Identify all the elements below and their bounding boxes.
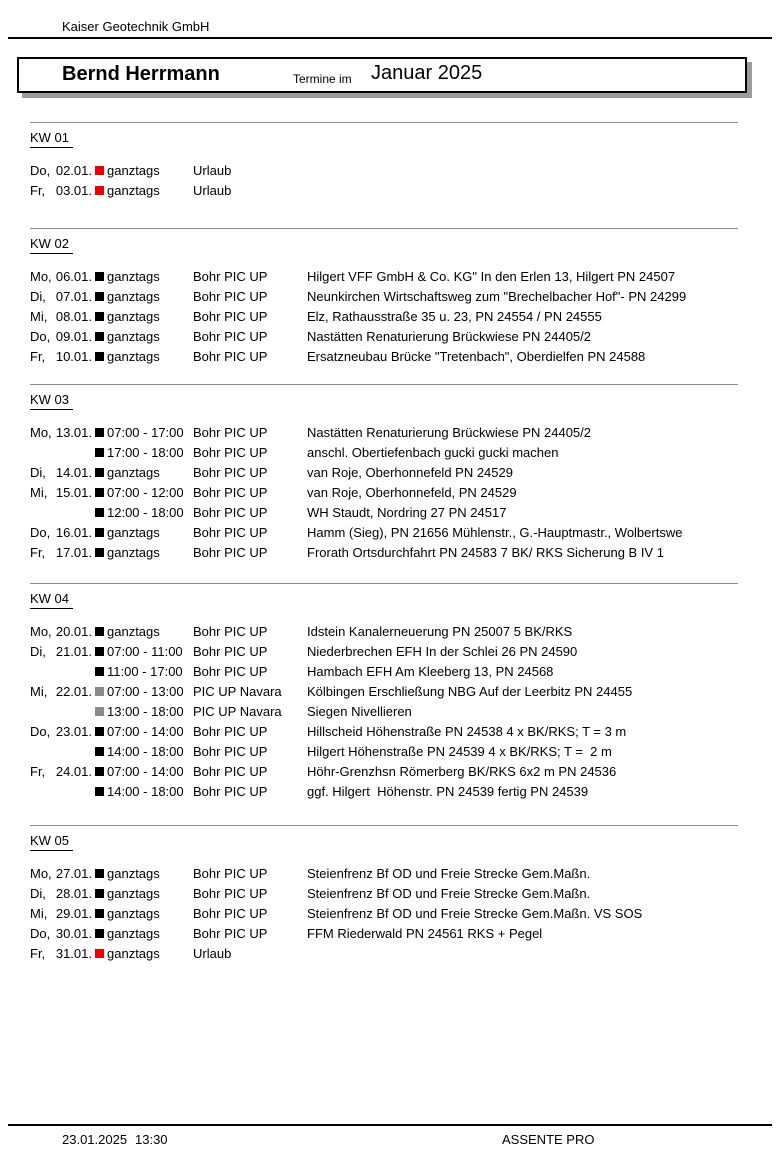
time-range: ganztags (107, 348, 160, 364)
week-label: KW 05 (30, 833, 73, 851)
appointment-row (0, 641, 780, 661)
day-date: 17.01. (55, 544, 92, 560)
activity-type: Bohr PIC UP (193, 643, 268, 659)
time-range: ganztags (107, 464, 160, 480)
footer-rule (8, 1124, 772, 1126)
appointment-description: Hamm (Sieg), PN 21656 Mühlenstr., G.-Hauptmastr., Wolbertswe (307, 524, 683, 540)
week-rows (0, 621, 780, 801)
appointment-row (0, 326, 780, 346)
appointment-row (0, 442, 780, 462)
appointment-row (0, 502, 780, 522)
activity-type: PIC UP Navara (193, 683, 282, 699)
day-date: 16.01. (55, 524, 92, 540)
time-range: 14:00 - 18:00 (107, 783, 184, 799)
time-range: ganztags (107, 623, 160, 639)
activity-type: Bohr PIC UP (193, 464, 268, 480)
appointment-row (0, 462, 780, 482)
category-square-icon (95, 332, 104, 341)
category-square-icon (95, 312, 104, 321)
day-date: 13.01. (55, 424, 92, 440)
category-square-icon (95, 468, 104, 477)
time-range: ganztags (107, 328, 160, 344)
category-square-icon (95, 949, 104, 958)
day-abbrev: Fr, (30, 763, 46, 779)
day-date: 30.01. (55, 925, 92, 941)
time-range: ganztags (107, 182, 160, 198)
category-square-icon (95, 727, 104, 736)
day-date: 14.01. (55, 464, 92, 480)
time-range: 11:00 - 17:00 (107, 663, 183, 679)
activity-type: Bohr PIC UP (193, 328, 268, 344)
time-range: ganztags (107, 905, 160, 921)
appointment-row (0, 781, 780, 801)
week-rows (0, 863, 780, 963)
category-square-icon (95, 747, 104, 756)
category-square-icon (95, 889, 104, 898)
time-range: ganztags (107, 865, 160, 881)
appointment-description: Steienfrenz Bf OD und Freie Strecke Gem.Maßn. (307, 885, 591, 901)
category-square-icon (95, 647, 104, 656)
day-date: 21.01. (55, 643, 92, 659)
appointment-row (0, 701, 780, 721)
day-abbrev: Fr, (30, 182, 46, 198)
appointment-description: Nastätten Renaturierung Brückwiese PN 24405/2 (307, 328, 591, 344)
category-square-icon (95, 909, 104, 918)
day-abbrev: Fr, (30, 945, 46, 961)
activity-type: Bohr PIC UP (193, 504, 268, 520)
time-range: 07:00 - 14:00 (107, 723, 184, 739)
activity-type: Bohr PIC UP (193, 348, 268, 364)
category-square-icon (95, 787, 104, 796)
appointment-row (0, 661, 780, 681)
day-date: 28.01. (55, 885, 92, 901)
time-range: ganztags (107, 945, 160, 961)
activity-type: Bohr PIC UP (193, 544, 268, 560)
day-date: 07.01. (55, 288, 92, 304)
time-range: 17:00 - 18:00 (107, 444, 184, 460)
activity-type: Bohr PIC UP (193, 783, 268, 799)
section-divider (30, 825, 738, 826)
activity-type: Bohr PIC UP (193, 743, 268, 759)
day-date: 20.01. (55, 623, 92, 639)
appointment-description: WH Staudt, Nordring 27 PN 24517 (307, 504, 507, 520)
activity-type: Bohr PIC UP (193, 763, 268, 779)
day-abbrev: Di, (30, 464, 46, 480)
appointment-description: Hilgert VFF GmbH & Co. KG" In den Erlen 13, Hilgert PN 24507 (307, 268, 676, 284)
time-range: 07:00 - 17:00 (107, 424, 184, 440)
appointment-description: Nastätten Renaturierung Brückwiese PN 24405/2 (307, 424, 591, 440)
activity-type: Bohr PIC UP (193, 288, 268, 304)
appointment-row (0, 923, 780, 943)
category-square-icon (95, 707, 104, 716)
category-square-icon (95, 272, 104, 281)
day-abbrev: Fr, (30, 348, 46, 364)
section-divider (30, 228, 738, 229)
appointment-description: Hilgert Höhenstraße PN 24539 4 x BK/RKS; T = 2 m (307, 743, 612, 759)
time-range: ganztags (107, 524, 160, 540)
day-date: 29.01. (55, 905, 92, 921)
day-abbrev: Mo, (30, 865, 52, 881)
category-square-icon (95, 667, 104, 676)
activity-type: Bohr PIC UP (193, 925, 268, 941)
appointment-description: Idstein Kanalerneuerung PN 25007 5 BK/RKS (307, 623, 573, 639)
time-range: 07:00 - 13:00 (107, 683, 184, 699)
activity-type: Bohr PIC UP (193, 484, 268, 500)
print-time: 13:30 (135, 1132, 168, 1147)
section-divider (30, 384, 738, 385)
appointment-description: Höhr-Grenzhsn Römerberg BK/RKS 6x2 m PN 24536 (307, 763, 617, 779)
activity-type: Bohr PIC UP (193, 424, 268, 440)
time-range: ganztags (107, 885, 160, 901)
appointment-description: Siegen Nivellieren (307, 703, 412, 719)
week-rows (0, 266, 780, 366)
appointment-description: Niederbrechen EFH In der Schlei 26 PN 24590 (307, 643, 578, 659)
activity-type: Urlaub (193, 162, 232, 178)
activity-type: Urlaub (193, 945, 232, 961)
appointment-description: Elz, Rathausstraße 35 u. 23, PN 24554 / PN 24555 (307, 308, 602, 324)
category-square-icon (95, 292, 104, 301)
appointment-description: Frorath Ortsdurchfahrt PN 24583 7 BK/ RKS Sicherung B IV 1 (307, 544, 664, 560)
category-square-icon (95, 627, 104, 636)
time-range: ganztags (107, 544, 160, 560)
time-range: 13:00 - 18:00 (107, 703, 184, 719)
category-square-icon (95, 352, 104, 361)
appointment-row (0, 522, 780, 542)
title-box (17, 57, 747, 93)
day-abbrev: Mo, (30, 268, 52, 284)
appointment-description: Steienfrenz Bf OD und Freie Strecke Gem.Maßn. VS SOS (307, 905, 643, 921)
week-label: KW 03 (30, 392, 73, 410)
day-abbrev: Mi, (30, 484, 48, 500)
day-abbrev: Do, (30, 524, 51, 540)
appointment-row (0, 180, 780, 200)
appointment-row (0, 346, 780, 366)
appointment-row (0, 266, 780, 286)
appointment-description: Steienfrenz Bf OD und Freie Strecke Gem.Maßn. (307, 865, 591, 881)
category-square-icon (95, 528, 104, 537)
appointment-description: Ersatzneubau Brücke "Tretenbach", Oberdielfen PN 24588 (307, 348, 646, 364)
day-date: 09.01. (55, 328, 92, 344)
activity-type: Bohr PIC UP (193, 663, 268, 679)
day-abbrev: Mi, (30, 308, 48, 324)
day-abbrev: Do, (30, 328, 51, 344)
appointment-row (0, 160, 780, 180)
appointment-description: FFM Riederwald PN 24561 RKS + Pegel (307, 925, 543, 941)
category-square-icon (95, 687, 104, 696)
appointment-description: Hambach EFH Am Kleeberg 13, PN 24568 (307, 663, 554, 679)
day-date: 03.01. (55, 182, 92, 198)
appointment-description: Neunkirchen Wirtschaftsweg zum "Brechelbacher Hof"- PN 24299 (307, 288, 687, 304)
activity-type: Bohr PIC UP (193, 723, 268, 739)
category-square-icon (95, 448, 104, 457)
day-abbrev: Mo, (30, 623, 52, 639)
day-abbrev: Mi, (30, 905, 48, 921)
day-date: 24.01. (55, 763, 92, 779)
day-date: 10.01. (55, 348, 92, 364)
category-square-icon (95, 488, 104, 497)
appointment-row (0, 903, 780, 923)
day-abbrev: Di, (30, 643, 46, 659)
day-date: 02.01. (55, 162, 92, 178)
category-square-icon (95, 548, 104, 557)
print-date: 23.01.2025 (62, 1132, 128, 1147)
title-prefix: Termine im (293, 72, 352, 86)
activity-type: Bohr PIC UP (193, 865, 268, 881)
category-square-icon (95, 869, 104, 878)
category-square-icon (95, 428, 104, 437)
day-abbrev: Do, (30, 723, 51, 739)
week-label: KW 04 (30, 591, 73, 609)
app-name: ASSENTE PRO (502, 1132, 595, 1147)
appointment-description: Hillscheid Höhenstraße PN 24538 4 x BK/RKS; T = 3 m (307, 723, 627, 739)
day-abbrev: Mo, (30, 424, 52, 440)
day-abbrev: Do, (30, 162, 51, 178)
week-rows (0, 160, 780, 200)
category-square-icon (95, 508, 104, 517)
section-divider (30, 122, 738, 123)
time-range: 07:00 - 12:00 (107, 484, 184, 500)
company-name: Kaiser Geotechnik GmbH (62, 19, 210, 34)
appointment-row (0, 883, 780, 903)
appointment-row (0, 621, 780, 641)
appointment-row (0, 741, 780, 761)
appointment-row (0, 306, 780, 326)
day-abbrev: Do, (30, 925, 51, 941)
time-range: 07:00 - 14:00 (107, 763, 184, 779)
day-abbrev: Mi, (30, 683, 48, 699)
title-month: Januar 2025 (371, 62, 483, 84)
appointment-description: ggf. Hilgert Höhenstr. PN 24539 fertig PN 24539 (307, 783, 589, 799)
day-abbrev: Di, (30, 288, 46, 304)
activity-type: Bohr PIC UP (193, 444, 268, 460)
time-range: ganztags (107, 268, 160, 284)
appointment-row (0, 482, 780, 502)
appointment-description: van Roje, Oberhonnefeld, PN 24529 (307, 484, 517, 500)
activity-type: Bohr PIC UP (193, 268, 268, 284)
day-date: 15.01. (55, 484, 92, 500)
time-range: 12:00 - 18:00 (107, 504, 184, 520)
day-date: 22.01. (55, 683, 92, 699)
appointment-row (0, 542, 780, 562)
time-range: ganztags (107, 925, 160, 941)
week-label: KW 02 (30, 236, 73, 254)
appointment-row (0, 863, 780, 883)
category-square-icon (95, 929, 104, 938)
appointment-row (0, 422, 780, 442)
header-rule (8, 37, 772, 39)
activity-type: Bohr PIC UP (193, 524, 268, 540)
appointment-row (0, 761, 780, 781)
week-rows (0, 422, 780, 562)
day-date: 06.01. (55, 268, 92, 284)
week-label: KW 01 (30, 130, 73, 148)
category-square-icon (95, 767, 104, 776)
activity-type: Bohr PIC UP (193, 308, 268, 324)
day-date: 31.01. (55, 945, 92, 961)
time-range: 14:00 - 18:00 (107, 743, 184, 759)
time-range: 07:00 - 11:00 (107, 643, 183, 659)
time-range: ganztags (107, 162, 160, 178)
activity-type: Bohr PIC UP (193, 885, 268, 901)
category-square-icon (95, 166, 104, 175)
section-divider (30, 583, 738, 584)
appointment-row (0, 286, 780, 306)
activity-type: Bohr PIC UP (193, 623, 268, 639)
appointment-description: van Roje, Oberhonnefeld PN 24529 (307, 464, 513, 480)
day-abbrev: Di, (30, 885, 46, 901)
activity-type: Urlaub (193, 182, 232, 198)
day-date: 27.01. (55, 865, 92, 881)
appointment-description: Kölbingen Erschließung NBG Auf der Leerbitz PN 24455 (307, 683, 633, 699)
appointment-row (0, 681, 780, 701)
day-date: 08.01. (55, 308, 92, 324)
category-square-icon (95, 186, 104, 195)
activity-type: PIC UP Navara (193, 703, 282, 719)
employee-name: Bernd Herrmann (62, 63, 220, 85)
appointment-description: anschl. Obertiefenbach gucki gucki machen (307, 444, 559, 460)
time-range: ganztags (107, 308, 160, 324)
day-abbrev: Fr, (30, 544, 46, 560)
time-range: ganztags (107, 288, 160, 304)
day-date: 23.01. (55, 723, 92, 739)
appointment-row (0, 943, 780, 963)
activity-type: Bohr PIC UP (193, 905, 268, 921)
appointment-row (0, 721, 780, 741)
